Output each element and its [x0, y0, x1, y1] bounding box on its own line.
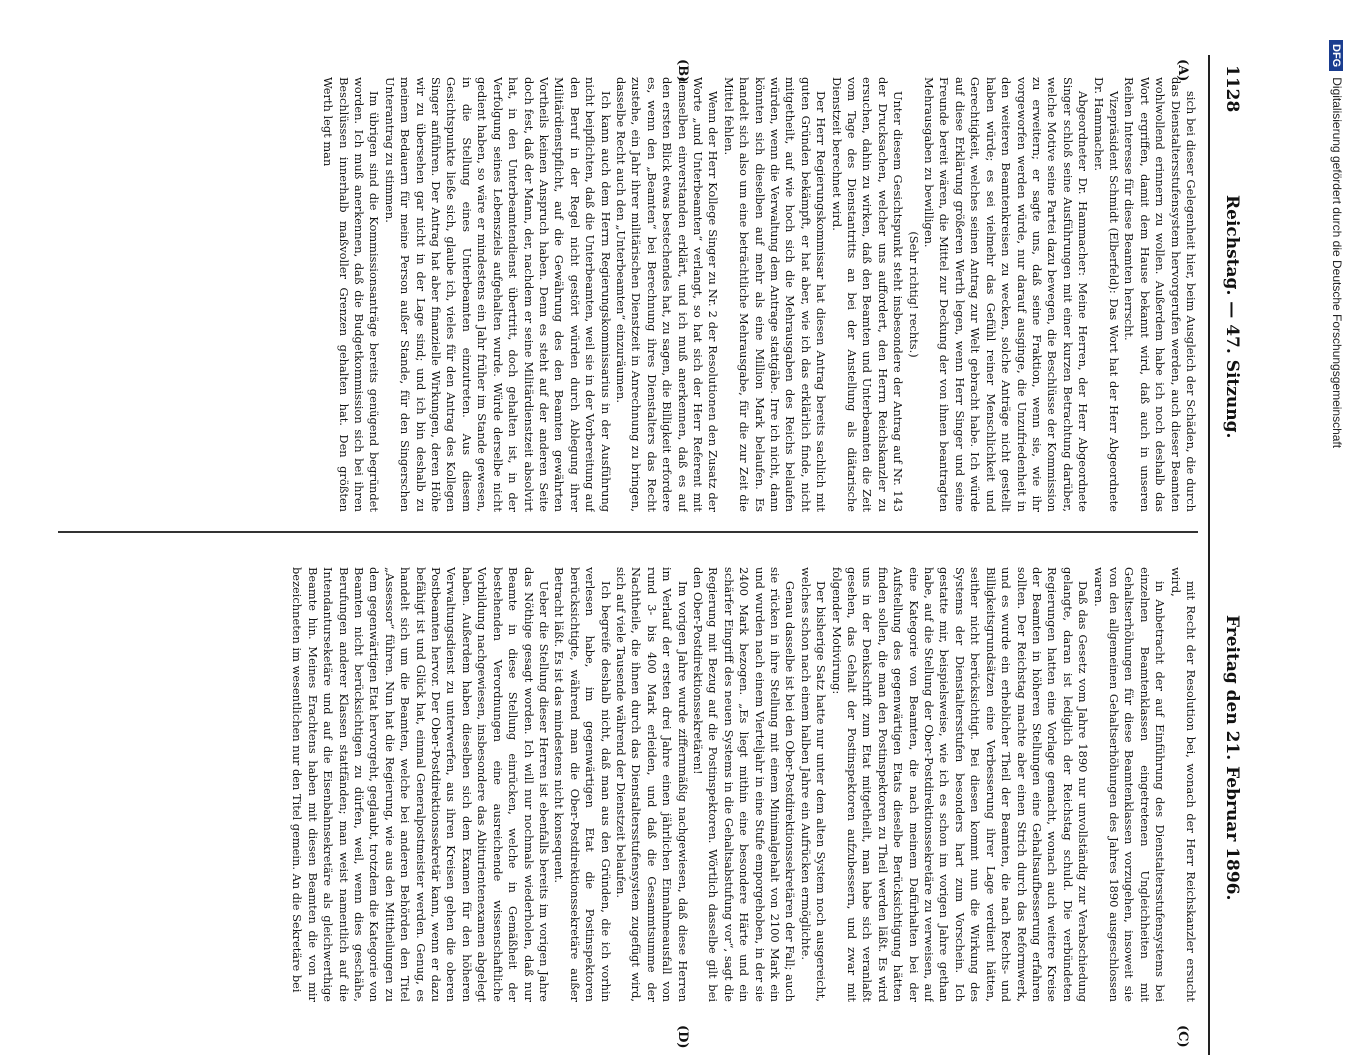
margin-mark-b: (B)	[675, 59, 690, 83]
paragraph: Wenn der Herr Kollege Singer zu Nr. 2 der Resolutionen den Zusatz der Worte „und Unterbeamten“ verlangt, so hat sich der Herr Referent mit demselben einverstanden erklärt, und ich muß anerkennen, daß es auf den ersten Blick etwas bestechendes hat, zu sagen, die Billigkeit erfordere es, wenn den „Beamten“ bei Berechnung ihres Dienstalters das Recht zustehe, ein Jahr ihrer militärischen Dienstzeit in Anrechnung zu bringen, dasselbe Recht auch den „Unterbeamten“ einzuräumen.	[613, 77, 721, 512]
left-column	[48, 77, 1198, 512]
paragraph: Ich begreife deshalb nicht, daß man aus den Gründen, die ich vorhin verlesen habe, im gegenwärtigen Etat die Postinspektoren berücksichtigte, während man die Ober-Postdirektionssekretäre außer Betracht läßt. Es ist das mindestens nicht konsequent.	[552, 567, 613, 1002]
paragraph: Unter diesem Gesichtspunkt steht insbesondere der Antrag auf Nr. 143 der Drucksachen, welcher uns auffordert, den Herrn Reichskanzler zu ersuchen, dahin zu wirken, daß den Beamten und Unterbeamten die Zeit vom Tage des Dienstantritts an bei der Anstellung als diätarische Dienstzeit berechnet wird.	[829, 77, 906, 512]
paragraph: Vizepräsident Schmidt (Elberfeld): Das Wort hat der Herr Abgeordnete Dr. Hammacher.	[1091, 77, 1121, 512]
paragraph: Ich kann auch dem Herrn Regierungskommissarius in der Ausführung nicht beipflichten, daß die Unterbeamten, weil sie in der Vorbereitung auf den Beruf in der Regel nicht gestört würden durch Ablegung ihrer Militärdienstpflicht, auf die Gewährung des den Beamten gewährten Vortheils keinen Anspruch haben. Denn es steht auf der anderen Seite doch fest, daß der Mann, der, nachdem er seine Militärdienstzeit absolvirt hat, in den Unterbeamtendienst übertritt, doch gehalten ist, in der Verfolgung seines Lebensziels aufgehalten wurde. Würde derselbe nicht gedient haben, so wäre er mindestens ein Jahr früher im Stande gewesen, in die Stellung eines Unterbeamten einzutreten. Aus diesem Gesichtspunkte ließe sich, glaube ich, vieles für den Antrag des Kollegen Singer anführen. Der Antrag hat aber finanzielle Wirkungen, deren Höhe wir zu übersehen gar nicht in der Lage sind; und ich bin deshalb zu meinem Bedauern für meine Person außer Stande, für den Singerschen Unterantrag zu stimmen.	[382, 77, 613, 512]
margin-mark-c: (C)	[1175, 1025, 1190, 1048]
header-date: Freitag den 21. Februar 1896.	[1222, 615, 1242, 901]
dfg-logo: DFG	[1329, 40, 1343, 71]
paragraph: (Sehr richtig! rechts.)	[906, 231, 921, 358]
paragraph: Der Herr Regierungskommissar hat diesen Antrag bereits sachlich mit guten Gründen bekämpft, er hat aber, wie ich das erklärlich finde, nicht mitgetheilt, auf wie hoch sich die Mehrausgaben des Reichs belaufen würden, wenn die Verwaltung dem Antrage stattgäbe. Irre ich nicht, dann könnten sich dieselben auf mehr als eine Million Mark belaufen. Es handelt sich also um eine beträchtliche Mehrausgabe, für die zur Zeit die Mittel fehlen.	[721, 77, 829, 512]
paragraph: mit Recht der Resolution bei, wonach der Herr Reichskanzler ersucht wird,	[1168, 567, 1198, 1002]
header-title: Reichstag. — 47. Sitzung.	[1222, 195, 1242, 439]
paragraph: Im übrigen sind die Kommissionsanträge bereits genügend begründet worden. Ich muß anerkennen, daß die Budgetkommission sich bei ihren Beschlüssen innerhalb maßvoller Grenzen gehalten hat. Den größten Werth legt man	[321, 77, 382, 512]
digitization-text: Digitalisierung gefördert durch die Deutsche Forschungsgemeinschaft	[1330, 77, 1344, 449]
paragraph: Der bisherige Satz hatte nur unter dem alten System noch ausgereicht, welches schon nach einem halben Jahre ein Aufrücken ermöglichte.	[798, 567, 829, 1002]
margin-mark-d: (D)	[675, 1025, 690, 1049]
paragraph: sich bei dieser Gelegenheit hier, beim Ausgleich der Schäden, die durch das Dienstaltersstufensystem hervorgerufen werden, auch dieser Beamten wohlwollend erinnern zu wollen. Außerdem habe ich noch deshalb das Wort ergriffen, damit dem Hause bekannt wird, daß auch in unseren Reihen Interesse für diese Beamten herrscht.	[1122, 77, 1198, 512]
paragraph: Genau dasselbe ist bei den Ober-Postdirektionssekretären der Fall; auch sie rücken in ihre Stellung mit einem Minimalgehalt von 2100 Mark ein und wurden nach einem Vierteljahr in eine Stufe emporgehoben, in der sie 2400 Mark bezogen. „Es liegt mithin eine besondere Härte und ein schärfer Eingriff des neuen Systems in die Gehaltsabstufung vor“, sagt die Regierung mit Bezug auf die Postinspektoren. Wörtlich dasselbe gilt bei den Ober-Postdirektionssekretären!	[691, 567, 798, 1002]
paragraph: Ueber die Stellung dieser Herren ist ebenfalls bereits im vorigen Jahre das Nöthige gesagt worden. Ich will nur nochmals wiederholen, daß nur Beamte in diese Stellung einrücken, welche in Gemäßheit der bestehenden Verordnungen eine ausreichende wissenschaftliche Vorbildung nachgewiesen, insbesondere das Abiturientenexamen abgelegt haben. Außerdem haben dieselben sich dem Examen für den höheren Verwaltungsdienst zu unterwerfen, aus ihren Kreisen gehen die oberen Postbeamten hervor. Der Ober-Postdirektionssekretär kann, wenn er dazu befähigt ist und Glück hat, einmal Generalpostmeister werden. Genug, es handelt sich um die Beamten, welche bei anderen Behörden den Titel „Assessor“ führen. Nun hat die Regierung, wie aus den Mittheilungen zu dem gegenwärtigen Etat hervorgeht, geglaubt, trotzdem die Kategorie von Beamten nicht berücksichtigen zu dürfen, weil, wenn dies geschähe, Berufungen anderer Klassen stattfänden; man weist namentlich auf die Intendanturseketäre und auf die Eisenbahnsekretäre als gleichwerthige Beamte hin. Meines Erachtens haben mit diesen Beamten die von mir bezeichneten im wesentlichen nur den Titel gemein. An die Sekretäre bei	[290, 567, 551, 1002]
rotated-page	[0, 55, 1250, 1055]
page-number: 1128	[1222, 65, 1242, 113]
margin-mark-a: (A)	[1175, 59, 1190, 82]
digitization-note	[1314, 40, 1344, 940]
paragraph: Daß das Gesetz vom Jahre 1890 nur unvollständig zur Verabschiedung gelangte, daran ist lediglich der Reichstag schuld. Die verbündeten Regierungen hatten eine Vorlage gemacht, wonach auch weitere Kreise der Beamten in höheren Stellungen eine Gehaltsaufbesserung erfahren sollten. Der Reichstag machte aber einen Strich durch das Reformwerk, und es wurde ein erheblicher Theil der Beamten, die nach Rechts- und Billigkeitsgrundsätzen eine Verbesserung ihrer Lage verdient hätten, seither nicht berücksichtigt. Bei diesen kommt nun die Wirkung des Systems der Dienstaltersstufen besonders hart zum Vorschein. Ich gestatte mir, beispielsweise, wie ich es schon im vorigen Jahre gethan habe, auf die Stellung der Ober-Postdirektionssekretäre zu verweisen, auf eine Kategorie von Beamten, die nach meinem Dafürhalten bei der Aufstellung des gegenwärtigen Etats dieselbe Berücksichtigung hätten finden sollen, die man den Postinspektoren zu Theil werden läßt. Es wird uns in der Denkschrift zum Etat mitgetheilt, man habe sich veranlaßt gesehen, das Gehalt der Postinspektoren aufzubessern, und zwar mit folgender Motivirung:	[829, 567, 1091, 1002]
header-rule	[1208, 55, 1210, 1055]
page-header	[1210, 55, 1250, 1055]
column-divider	[58, 531, 1198, 533]
paragraph: Im vorigen Jahre wurde ziffernmäßig nachgewiesen, daß diese Herren im Verlauf der ersten drei Jahre einen jährlichen Einnahmeausfall von rund 3- bis 400 Mark erleiden, und daß die Gesammtsumme der Nachtheile, die ihnen durch das Dienstaltersstufensystem zugefügt wird, sich auf viele Tausende während der Dienstzeit belaufen.	[613, 567, 690, 1002]
paragraph: Abgeordneter Dr. Hammacher: Meine Herren, der Herr Abgeordnete Singer schloß seine Ausführungen mit einer kurzen Betrachtung darüber, welche Motive seine Partei dazu bewegen, die Beschlüsse der Kommission zu erweitern; er sagte uns, daß seine Fraktion, wenn sie, wie ihr vorgeworfen werden würde, nur darauf ausginge, die Unzufriedenheit in den weiteren Beamtenkreisen zu wecken, solche Anträge nicht gestellt haben würde; es sei vielmehr das Gefühl reiner Menschlichkeit und Gerechtigkeit, welches seinen Antrag zur Welt gebracht habe. Ich würde auf diese Erklärung größeren Werth legen, wenn Herr Singer und seine Freunde bereit wären, die Mittel zur Deckung der von ihnen beantragten Mehrausgaben zu bewilligen.	[922, 77, 1091, 512]
right-column	[48, 567, 1198, 1002]
paragraph: in Anbetracht der auf Einführung des Dienstaltersstufensystems bei einzelnen Beamtenklassen eingetretenen Ungleichheiten mit Gehaltserhöhungen für diese Beamtenklassen vorzugehen, insoweit sie von den allgemeinen Gehaltserhöhungen des Jahres 1890 ausgeschlossen waren.	[1091, 567, 1168, 1002]
